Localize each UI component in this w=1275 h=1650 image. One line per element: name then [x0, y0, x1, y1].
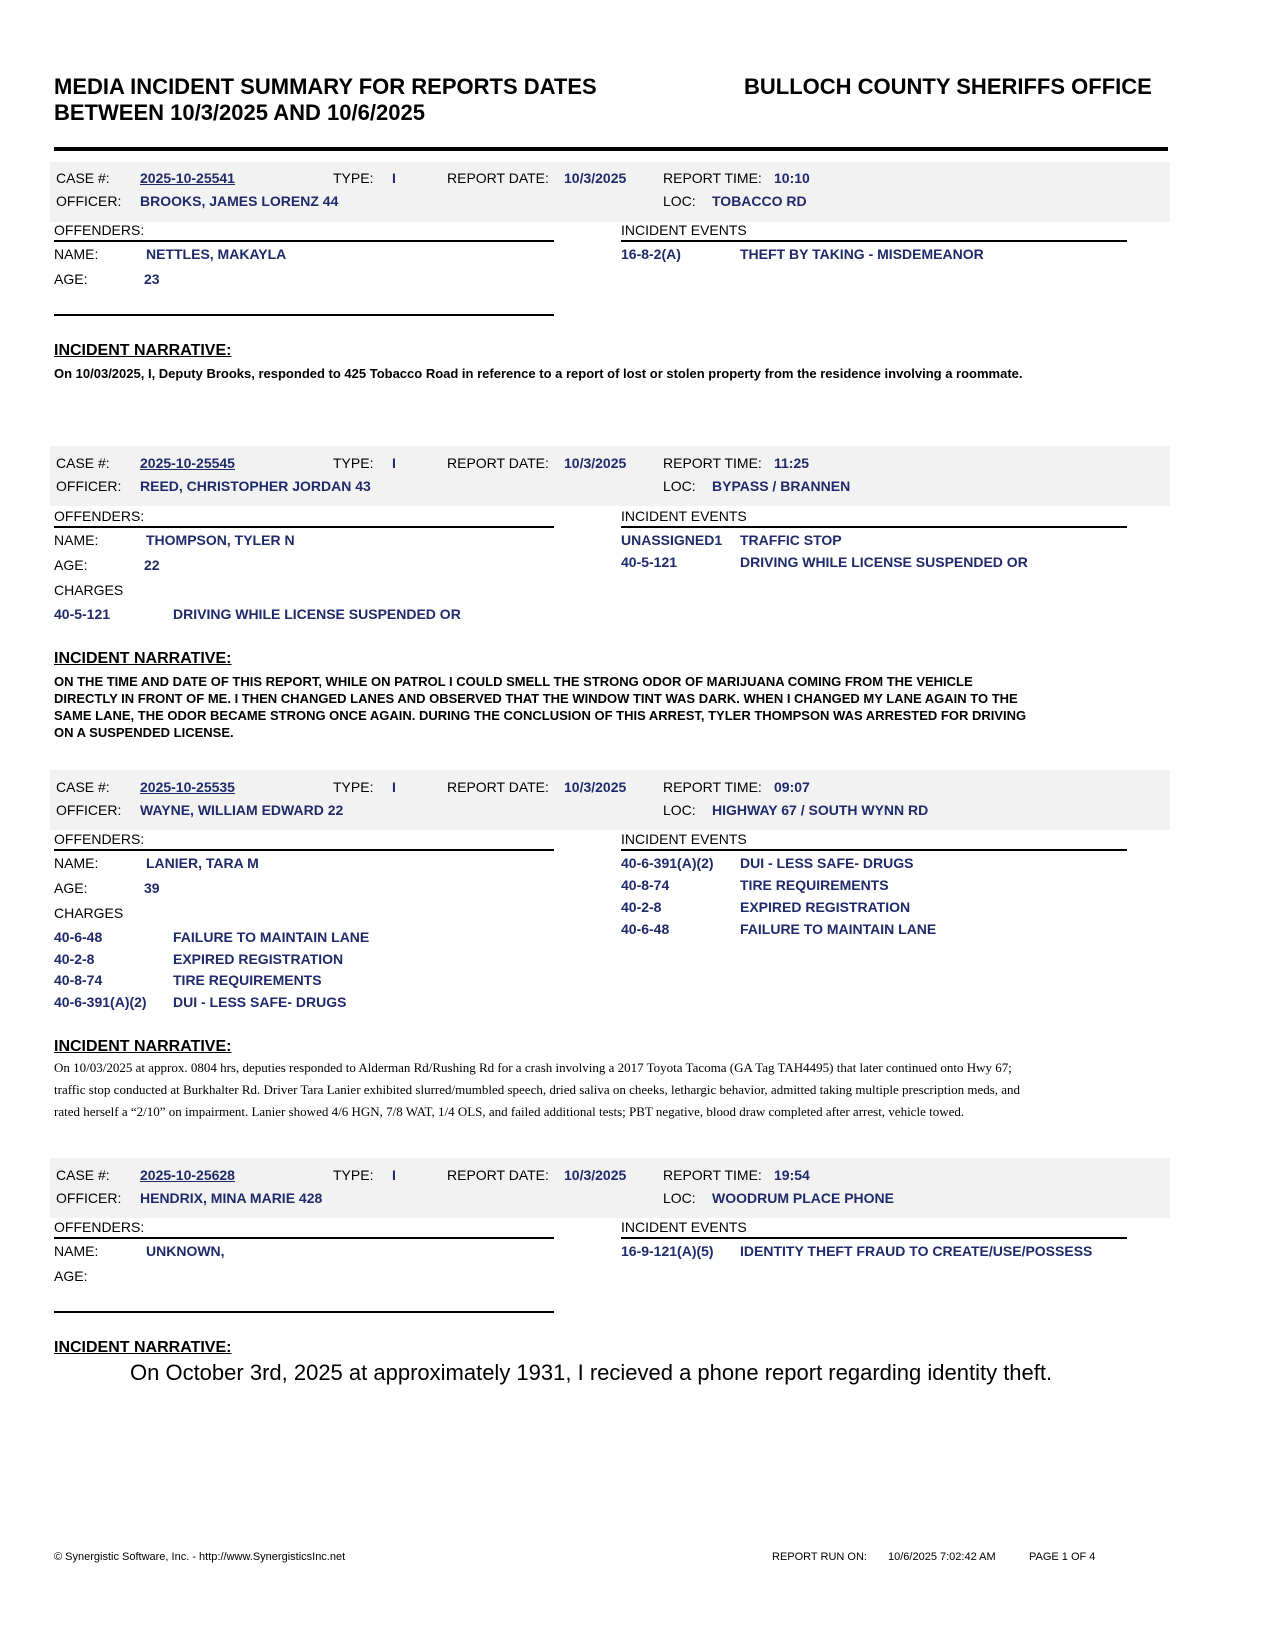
charges-label: CHARGES: [54, 582, 124, 598]
event-desc: TIRE REQUIREMENTS: [740, 877, 889, 893]
narrative-line: SAME LANE, THE ODOR BECAME STRONG ONCE AGAIN. DURING THE CONCLUSION OF THIS ARREST, TYLER THOMPSON WAS ARRESTED FOR DRIVING: [54, 708, 1027, 723]
offenders-rule: [54, 1237, 554, 1239]
event-desc: EXPIRED REGISTRATION: [740, 899, 911, 915]
report-time-label: REPORT TIME:: [663, 455, 762, 471]
event-desc: IDENTITY THEFT FRAUD TO CREATE/USE/POSSESS: [740, 1243, 1093, 1259]
event-code: 40-2-8: [621, 899, 662, 915]
agency-name: BULLOCH COUNTY SHERIFFS OFFICE: [744, 74, 1152, 99]
age-label: AGE:: [54, 271, 88, 287]
offender-name: NETTLES, MAKAYLA: [146, 246, 287, 262]
report-date-value: 10/3/2025: [564, 779, 627, 795]
charge-code: 40-8-74: [54, 972, 103, 988]
loc-value: TOBACCO RD: [712, 193, 807, 209]
page-indicator: PAGE 1 OF 4: [1029, 1551, 1096, 1563]
case-number-link[interactable]: 2025-10-25628: [140, 1167, 235, 1183]
narrative-text: On October 3rd, 2025 at approximately 1931, I recieved a phone report regarding identity theft.: [130, 1360, 1053, 1385]
age-label: AGE:: [54, 557, 88, 573]
report-date-value: 10/3/2025: [564, 455, 627, 471]
loc-value: WOODRUM PLACE PHONE: [712, 1190, 894, 1206]
event-code: 40-5-121: [621, 554, 678, 570]
name-label: NAME:: [54, 855, 99, 871]
events-rule: [621, 526, 1127, 528]
event-desc: DUI - LESS SAFE- DRUGS: [740, 855, 914, 871]
report-time-value: 19:54: [774, 1167, 810, 1183]
narrative-heading: INCIDENT NARRATIVE:: [54, 1038, 232, 1055]
charge-code: 40-6-391(A)(2): [54, 994, 147, 1010]
incident-events-label: INCIDENT EVENTS: [621, 831, 747, 847]
charge-desc: TIRE REQUIREMENTS: [173, 972, 322, 988]
report-date-label: REPORT DATE:: [447, 170, 549, 186]
narrative-text: On 10/03/2025, I, Deputy Brooks, responded to 425 Tobacco Road in reference to a report of lost or stolen property from the residence involving a roommate.: [54, 366, 1023, 381]
offenders-rule: [54, 240, 554, 242]
offenders-rule: [54, 526, 554, 528]
report-title-line1: MEDIA INCIDENT SUMMARY FOR REPORTS DATES: [54, 74, 597, 99]
narrative-heading: INCIDENT NARRATIVE:: [54, 342, 232, 359]
type-value: I: [392, 779, 396, 795]
case-label: CASE #:: [56, 779, 110, 795]
age-label: AGE:: [54, 1268, 88, 1284]
type-label: TYPE:: [333, 1167, 374, 1183]
report-date-label: REPORT DATE:: [447, 455, 549, 471]
charge-code: 40-2-8: [54, 951, 95, 967]
case-label: CASE #:: [56, 1167, 110, 1183]
report-time-value: 09:07: [774, 779, 810, 795]
loc-label: LOC:: [663, 478, 696, 494]
case-label: CASE #:: [56, 170, 110, 186]
officer-label: OFFICER:: [56, 193, 122, 209]
incident-events-label: INCIDENT EVENTS: [621, 1219, 747, 1235]
narrative-line: traffic stop conducted at Burkhalter Rd. Driver Tara Lanier exhibited slurred/mumbled speech, dried saliva on cheeks, lethargic behavior, admitted taking multiple prescription meds, and: [54, 1082, 1021, 1097]
events-rule: [621, 1237, 1127, 1239]
narrative-line: rated herself a “2/10” on impairment. Lanier showed 4/6 HGN, 7/8 WAT, 1/4 OLS, and failed additional tests; PBT negative, blood draw completed after arrest, vehicle towed.: [54, 1104, 965, 1119]
incident-events-label: INCIDENT EVENTS: [621, 508, 747, 524]
officer-value: REED, CHRISTOPHER JORDAN 43: [140, 478, 371, 494]
report-time-value: 10:10: [774, 170, 810, 186]
narrative-heading: INCIDENT NARRATIVE:: [54, 1339, 232, 1356]
offender-age: 22: [144, 557, 160, 573]
narrative-heading: INCIDENT NARRATIVE:: [54, 650, 232, 667]
event-code: 16-8-2(A): [621, 246, 681, 262]
loc-value: HIGHWAY 67 / SOUTH WYNN RD: [712, 802, 929, 818]
offender-end-rule: [54, 1311, 554, 1313]
offender-name: UNKNOWN,: [146, 1243, 225, 1259]
charge-desc: DUI - LESS SAFE- DRUGS: [173, 994, 347, 1010]
narrative-line: ON A SUSPENDED LICENSE.: [54, 725, 234, 740]
report-time-value: 11:25: [774, 455, 810, 471]
event-code: 40-6-391(A)(2): [621, 855, 714, 871]
type-label: TYPE:: [333, 779, 374, 795]
officer-value: WAYNE, WILLIAM EDWARD 22: [140, 802, 344, 818]
offender-name: LANIER, TARA M: [146, 855, 259, 871]
report-date-label: REPORT DATE:: [447, 1167, 549, 1183]
offenders-label: OFFENDERS:: [54, 831, 145, 847]
report-time-label: REPORT TIME:: [663, 170, 762, 186]
event-desc: DRIVING WHILE LICENSE SUSPENDED OR: [740, 554, 1028, 570]
case-label: CASE #:: [56, 455, 110, 471]
event-code: UNASSIGNED1: [621, 532, 723, 548]
report-time-label: REPORT TIME:: [663, 779, 762, 795]
offenders-label: OFFENDERS:: [54, 222, 145, 238]
report-title-line2: BETWEEN 10/3/2025 AND 10/6/2025: [54, 100, 425, 125]
loc-label: LOC:: [663, 802, 696, 818]
event-desc: THEFT BY TAKING - MISDEMEANOR: [740, 246, 984, 262]
name-label: NAME:: [54, 1243, 99, 1259]
type-value: I: [392, 455, 396, 471]
incident-events-label: INCIDENT EVENTS: [621, 222, 747, 238]
offender-end-rule: [54, 314, 554, 316]
report-run-value: 10/6/2025 7:02:42 AM: [888, 1551, 996, 1563]
officer-value: BROOKS, JAMES LORENZ 44: [140, 193, 339, 209]
officer-label: OFFICER:: [56, 802, 122, 818]
loc-label: LOC:: [663, 1190, 696, 1206]
header-divider: [54, 147, 1168, 151]
case-number-link[interactable]: 2025-10-25545: [140, 455, 235, 471]
offenders-label: OFFENDERS:: [54, 1219, 145, 1235]
offenders-rule: [54, 849, 554, 851]
offender-age: 23: [144, 271, 160, 287]
age-label: AGE:: [54, 880, 88, 896]
report-run-label: REPORT RUN ON:: [772, 1551, 867, 1563]
report-date-label: REPORT DATE:: [447, 779, 549, 795]
event-code: 16-9-121(A)(5): [621, 1243, 714, 1259]
case-number-link[interactable]: 2025-10-25535: [140, 779, 235, 795]
footer-copyright: © Synergistic Software, Inc. - http://www.SynergisticsInc.net: [54, 1551, 346, 1563]
narrative-line: ON THE TIME AND DATE OF THIS REPORT, WHILE ON PATROL I COULD SMELL THE STRONG ODOR OF MARIJUANA COMING FROM THE VEHICLE: [54, 674, 973, 689]
type-value: I: [392, 170, 396, 186]
charge-desc: FAILURE TO MAINTAIN LANE: [173, 929, 370, 945]
report-time-label: REPORT TIME:: [663, 1167, 762, 1183]
name-label: NAME:: [54, 246, 99, 262]
charge-desc: DRIVING WHILE LICENSE SUSPENDED OR: [173, 606, 461, 622]
offender-age: 39: [144, 880, 160, 896]
officer-value: HENDRIX, MINA MARIE 428: [140, 1190, 323, 1206]
name-label: NAME:: [54, 532, 99, 548]
loc-value: BYPASS / BRANNEN: [712, 478, 851, 494]
events-rule: [621, 240, 1127, 242]
type-label: TYPE:: [333, 455, 374, 471]
case-number-link[interactable]: 2025-10-25541: [140, 170, 235, 186]
narrative-line: On 10/03/2025 at approx. 0804 hrs, deputies responded to Alderman Rd/Rushing Rd for a crash involving a 2017 Toyota Tacoma (GA Tag TAH4495) that later continued onto Hwy 67;: [54, 1060, 1012, 1075]
event-desc: FAILURE TO MAINTAIN LANE: [740, 921, 937, 937]
report-date-value: 10/3/2025: [564, 170, 627, 186]
charge-code: 40-6-48: [54, 929, 103, 945]
events-rule: [621, 849, 1127, 851]
narrative-line: DIRECTLY IN FRONT OF ME. I THEN CHANGED LANES AND OBSERVED THAT THE WINDOW TINT WAS DARK. WHEN I CHANGED MY LANE AGAIN TO THE: [54, 691, 1018, 706]
charge-code: 40-5-121: [54, 606, 111, 622]
charges-label: CHARGES: [54, 905, 124, 921]
officer-label: OFFICER:: [56, 1190, 122, 1206]
offender-name: THOMPSON, TYLER N: [146, 532, 295, 548]
type-label: TYPE:: [333, 170, 374, 186]
event-code: 40-6-48: [621, 921, 670, 937]
offenders-label: OFFENDERS:: [54, 508, 145, 524]
event-code: 40-8-74: [621, 877, 670, 893]
loc-label: LOC:: [663, 193, 696, 209]
type-value: I: [392, 1167, 396, 1183]
event-desc: TRAFFIC STOP: [740, 532, 842, 548]
report-date-value: 10/3/2025: [564, 1167, 627, 1183]
officer-label: OFFICER:: [56, 478, 122, 494]
charge-desc: EXPIRED REGISTRATION: [173, 951, 344, 967]
